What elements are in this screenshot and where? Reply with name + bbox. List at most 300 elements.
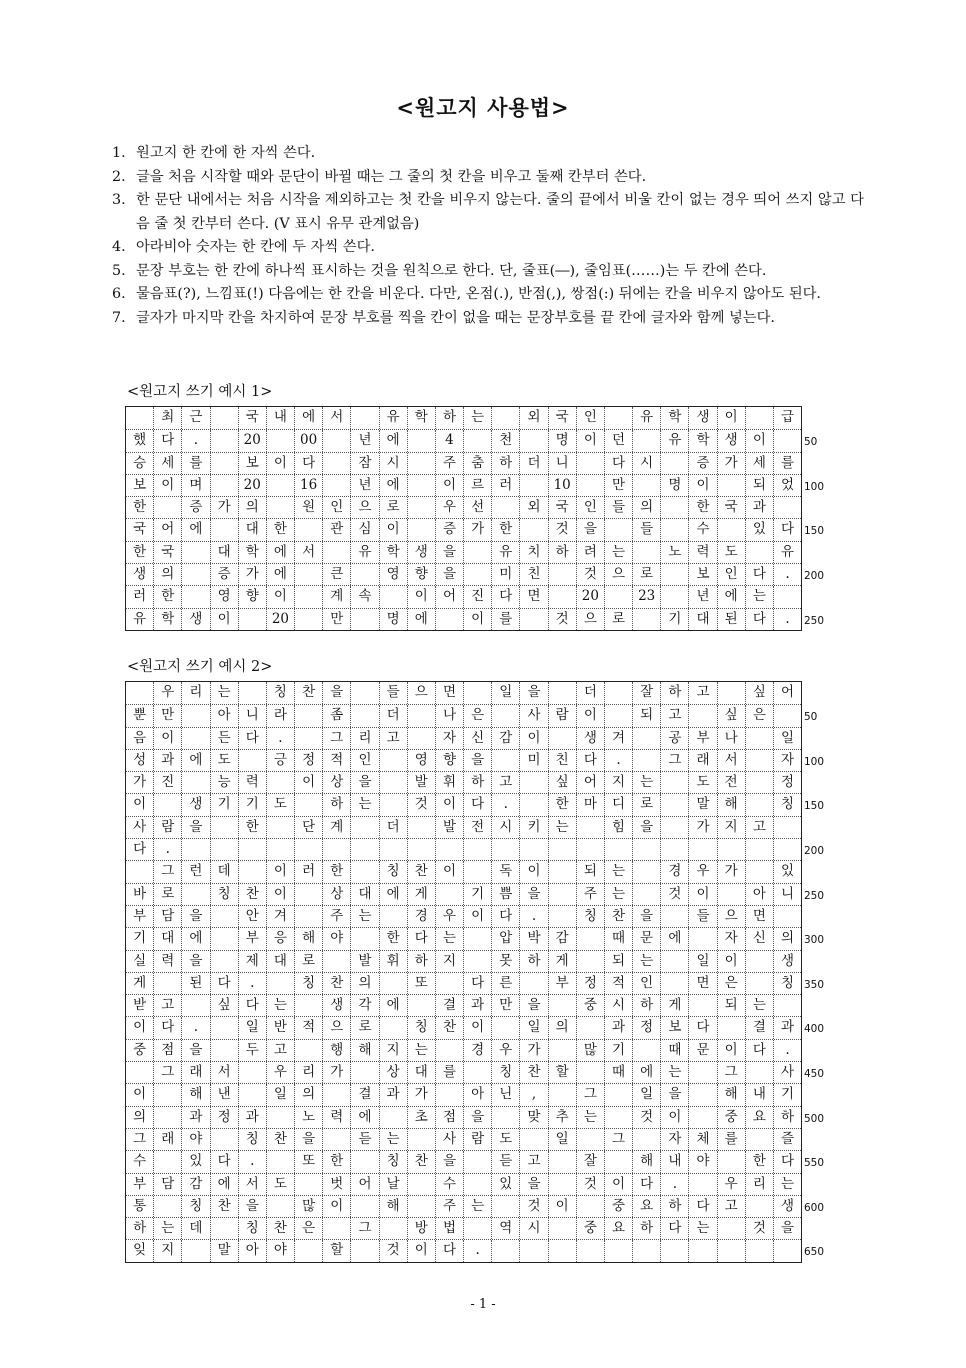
grid-cell: 다 [491, 906, 519, 927]
grid-cell: 는 [632, 951, 660, 972]
document-title: <원고지 사용법> [396, 95, 570, 120]
grid-cell: 우 [688, 861, 716, 882]
grid-cell [350, 839, 378, 860]
grid-cell: 들 [379, 682, 407, 704]
grid-cell: 찬 [294, 682, 322, 704]
grid-cell: 유 [350, 542, 378, 563]
grid-cell [266, 973, 294, 994]
grid-cell [407, 705, 435, 726]
grid-cell: 리 [181, 682, 209, 704]
grid-row [126, 994, 801, 1016]
grid-cell: 을 [350, 772, 378, 793]
grid-cell: 벗 [322, 1174, 350, 1195]
grid-cell [294, 1240, 322, 1261]
grid-cell: 주 [435, 1196, 463, 1217]
grid-cell: 으 [604, 564, 632, 585]
grid-cell: 해 [350, 1040, 378, 1061]
grid-cell: 하 [519, 951, 547, 972]
grid-cell: 의 [548, 1017, 576, 1038]
grid-cell [210, 430, 238, 451]
grid-cell: 증 [688, 453, 716, 474]
grid-cell: 찬 [266, 1218, 294, 1239]
grid-cell: 사 [773, 1062, 801, 1083]
grid-cell: 자 [773, 750, 801, 771]
grid-cell: 과 [463, 995, 491, 1016]
grid-cell: 인 [632, 973, 660, 994]
grid-cell [350, 1062, 378, 1083]
grid-cell: 의 [773, 928, 801, 949]
grid-cell [632, 542, 660, 563]
grid-cell: 즐 [773, 1129, 801, 1150]
grid-cell: 찬 [407, 861, 435, 882]
grid-cell: 생 [773, 951, 801, 972]
grid-cell: 력 [688, 542, 716, 563]
grid-cell [350, 564, 378, 585]
rule-text: 원고지 한 칸에 한 자씩 쓴다. [136, 145, 316, 161]
grid-row [126, 541, 801, 563]
grid-cell: 되 [604, 951, 632, 972]
grid-cell [379, 586, 407, 607]
grid-cell [576, 475, 604, 496]
grid-cell: 과 [181, 1107, 209, 1128]
grid-cell: 을 [660, 1084, 688, 1105]
grid-cell: 이 [604, 1174, 632, 1195]
grid-cell: 력 [238, 772, 266, 793]
grid-cell: 년 [688, 586, 716, 607]
grid-cell: 칭 [210, 884, 238, 905]
grid-cell: 학 [407, 407, 435, 429]
grid-cell: 부 [238, 928, 266, 949]
grid-cell: 결 [350, 1084, 378, 1105]
grid-cell: 정 [576, 973, 604, 994]
grid-cell: 다 [153, 1017, 181, 1038]
grid-cell: 경 [463, 1040, 491, 1061]
grid-cell: 다 [745, 609, 773, 630]
grid-cell: 이 [463, 609, 491, 630]
grid-cell: . [660, 1174, 688, 1195]
grid-cell [210, 1218, 238, 1239]
grid-cell [266, 1196, 294, 1217]
grid-cell: 는 [266, 995, 294, 1016]
grid-cell [294, 1174, 322, 1195]
grid-cell: 일 [519, 1017, 547, 1038]
grid-cell: 유 [660, 430, 688, 451]
grid-cell [604, 705, 632, 726]
grid-cell: 다 [604, 453, 632, 474]
grid-cell: 발 [350, 951, 378, 972]
grid-cell [688, 1062, 716, 1083]
grid-cell: 감 [181, 1174, 209, 1195]
grid-cell: 을 [181, 1040, 209, 1061]
grid-cell: 사 [519, 705, 547, 726]
grid-cell: 담 [153, 906, 181, 927]
grid-cell [745, 407, 773, 429]
grid-cell: 향 [435, 750, 463, 771]
rule-text: 한 문단 내에서는 처음 시작을 제외하고는 첫 칸을 비우지 않는다. 줄의 끝에서 비울 칸이 없는 경우 띄어 쓰지 않고 다음 줄 첫 칸부터 쓴다. (V 표시 유무 관계없음) [136, 192, 864, 232]
grid-cell: 주 [322, 906, 350, 927]
grid-cell: 점 [435, 1107, 463, 1128]
grid-cell: 는 [604, 884, 632, 905]
grid-cell: 던 [604, 430, 632, 451]
grid-cell [688, 839, 716, 860]
grid-cell: 적 [322, 750, 350, 771]
grid-cell [463, 1151, 491, 1172]
grid-cell [632, 430, 660, 451]
grid-cell [294, 906, 322, 927]
grid-cell: 이 [210, 609, 238, 630]
grid-cell [181, 728, 209, 749]
grid-cell: 이 [519, 861, 547, 882]
grid-cell: 휘 [379, 951, 407, 972]
grid-cell [463, 1218, 491, 1239]
grid-cell: 방 [407, 1218, 435, 1239]
grid-cell: 쁨 [491, 884, 519, 905]
grid-cell: 정 [210, 1107, 238, 1128]
grid-cell: 에 [632, 1062, 660, 1083]
grid-cell [632, 475, 660, 496]
grid-cell: 진 [463, 586, 491, 607]
grid-cell: 이 [717, 407, 745, 429]
grid-cell: 의 [153, 564, 181, 585]
grid-cell: 찬 [407, 1151, 435, 1172]
grid-cell: 고 [717, 1196, 745, 1217]
grid-cell: 에 [379, 430, 407, 451]
grid-cell: 는 [463, 1196, 491, 1217]
grid-cell: 기 [210, 794, 238, 815]
grid-cell: 감 [548, 928, 576, 949]
grid-cell: 우 [435, 497, 463, 518]
grid-cell: 생 [133, 566, 147, 583]
grid-cell: 과 [773, 1017, 801, 1038]
grid-cell [548, 1084, 576, 1105]
grid-cell: 친 [548, 750, 576, 771]
grid-cell: 선 [463, 497, 491, 518]
grid-cell: 어 [350, 1174, 378, 1195]
grid-cell: 최 [153, 407, 181, 429]
grid-cell [407, 839, 435, 860]
grid-row [126, 429, 818, 451]
grid-cell: 00 [294, 430, 322, 451]
grid-cell: 긍 [266, 750, 294, 771]
grid-cell: 으 [407, 682, 435, 704]
grid-cell: 보 [238, 453, 266, 474]
grid-cell: 을 [576, 519, 604, 540]
grid-cell: 할 [548, 1062, 576, 1083]
grid-cell: 은 [294, 1218, 322, 1239]
grid-cell: 들 [632, 519, 660, 540]
grid-cell: 는 [604, 861, 632, 882]
grid-cell: 외 [519, 407, 547, 429]
rule-text: 아라비아 숫자는 한 칸에 두 자씩 쓴다. [136, 239, 375, 255]
grid-cell: 말 [688, 794, 716, 815]
grid-cell: 에 [181, 750, 209, 771]
grid-row [126, 452, 801, 474]
grid-cell: 칭 [238, 1129, 266, 1150]
grid-cell: 우 [435, 906, 463, 927]
grid-cell [350, 705, 378, 726]
grid-row [126, 838, 825, 860]
grid-cell: 그 [322, 728, 350, 749]
grid-cell: 미 [519, 750, 547, 771]
grid-cell [407, 1129, 435, 1150]
grid-cell [435, 1084, 463, 1105]
grid-cell [745, 861, 773, 882]
grid-cell: . [238, 973, 266, 994]
grid-cell: 학 [688, 430, 716, 451]
grid-cell: 다 [238, 728, 266, 749]
character-count: 50 [804, 436, 818, 449]
grid-cell: 찬 [435, 1017, 463, 1038]
grid-cell: 뿐 [133, 707, 147, 724]
grid-cell: 람 [463, 1129, 491, 1150]
rule-item [112, 283, 864, 307]
grid-cell: 게 [548, 951, 576, 972]
grid-cell [322, 839, 350, 860]
grid-cell: 휘 [435, 772, 463, 793]
grid-cell: 지 [435, 951, 463, 972]
grid-cell: 것 [519, 1196, 547, 1217]
grid-cell: 수 [435, 1174, 463, 1195]
grid-cell: 지 [379, 1040, 407, 1061]
grid-cell: 도 [491, 1129, 519, 1150]
grid-cell: 이 [717, 951, 745, 972]
grid-cell [322, 475, 350, 496]
grid-cell: 우 [491, 1040, 519, 1061]
grid-cell [435, 609, 463, 630]
grid-cell [717, 884, 745, 905]
grid-cell [660, 951, 688, 972]
grid-cell: 러 [294, 861, 322, 882]
grid-cell: 학 [238, 542, 266, 563]
grid-cell: 생 [576, 728, 604, 749]
grid-cell: 세 [745, 453, 773, 474]
grid-cell [322, 542, 350, 563]
rule-text: 물음표(?), 느낌표(!) 다음에는 한 칸을 비운다. 다만, 온점(.), 반점(,), 쌍점(:) 뒤에는 칸을 비우지 않아도 된다. [136, 286, 821, 302]
grid-cell: 칭 [407, 1017, 435, 1038]
grid-cell: 근 [181, 407, 209, 429]
grid-cell: 하 [632, 1218, 660, 1239]
grid-cell [238, 682, 266, 704]
character-count: 150 [804, 525, 825, 538]
grid-cell: 리 [745, 1174, 773, 1195]
rule-number: 3. [112, 192, 126, 208]
grid-cell: . [181, 430, 209, 451]
grid-cell: 박 [519, 928, 547, 949]
grid-cell: 대 [153, 928, 181, 949]
grid-cell: 칭 [773, 794, 801, 815]
grid-cell: 것 [548, 519, 576, 540]
grid-cell [322, 1129, 350, 1150]
grid-cell: 을 [435, 564, 463, 585]
grid-cell [773, 705, 801, 726]
grid-row [126, 1128, 801, 1150]
grid-cell: 서 [294, 542, 322, 563]
grid-cell: 있 [491, 1174, 519, 1195]
grid-cell: 을 [519, 1174, 547, 1195]
grid-cell [660, 453, 688, 474]
grid-row [126, 518, 825, 540]
character-count: 250 [804, 614, 825, 627]
grid-cell: 지 [604, 772, 632, 793]
grid-cell [350, 1196, 378, 1217]
grid-cell: 내 [745, 1084, 773, 1105]
grid-cell: 런 [181, 861, 209, 882]
grid-cell: 이 [266, 884, 294, 905]
character-count: 600 [804, 1201, 825, 1214]
grid-cell: 가 [717, 861, 745, 882]
grid-cell: 정 [632, 1017, 660, 1038]
grid-cell: 를 [491, 609, 519, 630]
grid-cell: 싶 [548, 772, 576, 793]
grid-cell: 일 [238, 1017, 266, 1038]
grid-cell: 니 [773, 884, 801, 905]
grid-cell: 래 [181, 1062, 209, 1083]
grid-cell: 하 [660, 682, 688, 704]
grid-cell: 을 [632, 817, 660, 838]
grid-cell: 것 [379, 1240, 407, 1261]
grid-cell: 니 [548, 453, 576, 474]
grid-cell [773, 906, 801, 927]
grid-cell: 각 [350, 995, 378, 1016]
grid-cell: 데 [210, 861, 238, 882]
rule-text: 문장 부호는 한 칸에 하나씩 표시하는 것을 원칙으로 한다. 단, 줄표(―), 줄임표(……)는 두 칸에 쓴다. [136, 262, 767, 279]
grid-cell [745, 750, 773, 771]
grid-cell: 을 [632, 906, 660, 927]
grid-cell: 그 [153, 1062, 181, 1083]
grid-cell: 이 [576, 430, 604, 451]
grid-cell: 한 [133, 543, 147, 560]
grid-cell: 대 [350, 884, 378, 905]
grid-cell: 한 [688, 497, 716, 518]
grid-cell: 는 [379, 1129, 407, 1150]
grid-cell [322, 951, 350, 972]
grid-cell [126, 1062, 153, 1083]
grid-cell: 보 [133, 476, 147, 493]
grid-cell: 을 [463, 750, 491, 771]
grid-cell: 만 [604, 475, 632, 496]
grid-cell [548, 995, 576, 1016]
grid-cell: 로 [632, 564, 660, 585]
grid-cell: 바 [133, 885, 147, 902]
grid-cell [576, 928, 604, 949]
rule-text: 글을 처음 시작할 때와 문단이 바뀔 때는 그 줄의 첫 칸을 비우고 둘째 칸부터 쓴다. [136, 168, 647, 185]
grid-row [126, 585, 801, 607]
grid-cell: 미 [491, 564, 519, 585]
grid-cell [604, 1084, 632, 1105]
grid-cell: 이 [153, 728, 181, 749]
grid-cell: 국 [238, 407, 266, 429]
grid-cell [548, 1240, 576, 1261]
grid-cell: 에 [660, 928, 688, 949]
grid-cell: 가 [407, 1084, 435, 1105]
grid-cell: 부 [548, 973, 576, 994]
grid-cell: 국 [133, 521, 147, 538]
grid-cell [266, 430, 294, 451]
grid-cell [604, 586, 632, 607]
grid-row [126, 950, 801, 972]
grid-cell [435, 1040, 463, 1061]
grid-cell: 증 [181, 497, 209, 518]
grid-cell [181, 705, 209, 726]
grid-cell: 른 [491, 973, 519, 994]
grid-cell [604, 839, 632, 860]
grid-cell [463, 564, 491, 585]
grid-row [126, 1061, 825, 1083]
grid-cell [379, 1107, 407, 1128]
page-number: - 1 - [470, 1297, 496, 1312]
grid-cell: 한 [133, 499, 147, 516]
grid-cell: 는 [435, 928, 463, 949]
grid-cell [463, 682, 491, 704]
grid-cell: . [153, 839, 181, 860]
grid-cell [379, 1218, 407, 1239]
grid-cell: 것 [407, 794, 435, 815]
grid-cell: 이 [745, 430, 773, 451]
grid-cell: 의 [133, 1108, 147, 1125]
grid-cell [294, 839, 322, 860]
grid-cell: 대 [238, 519, 266, 540]
grid-cell: 일 [632, 1084, 660, 1105]
grid-cell [548, 682, 576, 704]
grid-cell: 다 [294, 453, 322, 474]
grid-cell: 의 [294, 1084, 322, 1105]
grid-cell: 받 [133, 997, 147, 1014]
grid-cell: 16 [294, 475, 322, 496]
grid-cell [491, 839, 519, 860]
grid-cell [519, 609, 547, 630]
grid-cell [773, 1240, 801, 1261]
grid-cell [745, 1129, 773, 1150]
grid-cell: 세 [153, 453, 181, 474]
grid-cell: 문 [632, 928, 660, 949]
grid-cell: 다 [745, 564, 773, 585]
grid-cell [491, 407, 519, 429]
character-count: 350 [804, 978, 825, 991]
grid-cell: 는 [745, 995, 773, 1016]
grid-cell: 아 [210, 705, 238, 726]
grid-cell: . [463, 1240, 491, 1261]
grid-cell [688, 928, 716, 949]
grid-cell: 20 [238, 475, 266, 496]
grid-cell: 생 [688, 407, 716, 429]
grid-cell: 찬 [604, 906, 632, 927]
grid-cell: 을 [773, 1218, 801, 1239]
grid-cell: 하 [660, 1196, 688, 1217]
grid-cell: 는 [632, 772, 660, 793]
grid-cell: 을 [519, 995, 547, 1016]
grid-cell: 그 [576, 1084, 604, 1105]
grid-cell: 정 [294, 750, 322, 771]
grid-cell: 전 [463, 817, 491, 838]
grid-cell [632, 609, 660, 630]
grid-cell: 발 [435, 817, 463, 838]
grid-cell [266, 475, 294, 496]
grid-cell: 대 [407, 1062, 435, 1083]
grid-cell: 생 [322, 995, 350, 1016]
grid-row [126, 608, 825, 630]
grid-row [126, 1150, 825, 1172]
grid-cell: 감 [491, 728, 519, 749]
grid-cell: 를 [717, 1129, 745, 1150]
grid-cell: 되 [632, 705, 660, 726]
grid-cell [379, 839, 407, 860]
grid-cell: 년 [350, 430, 378, 451]
grid-cell: 인 [322, 497, 350, 518]
grid-cell [717, 839, 745, 860]
grid-cell [576, 839, 604, 860]
grid-cell: 때 [660, 1040, 688, 1061]
grid-cell: 이 [266, 861, 294, 882]
